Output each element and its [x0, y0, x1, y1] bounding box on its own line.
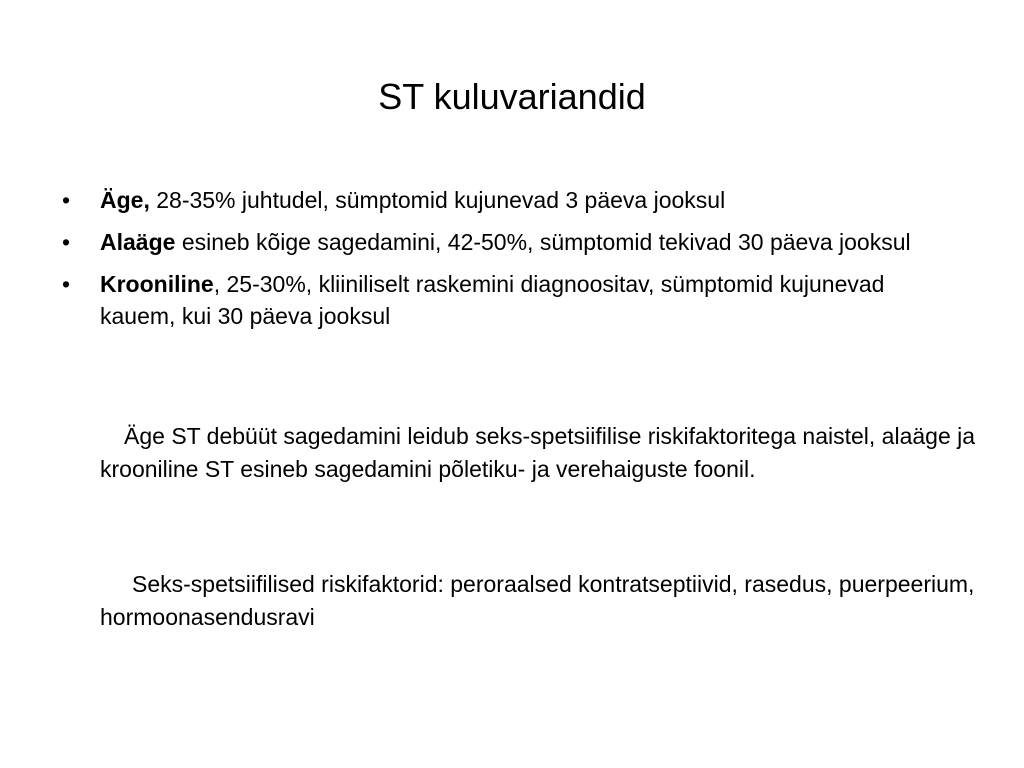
bullet-term: Alaäge — [100, 229, 176, 255]
bullet-term: Äge, — [100, 187, 150, 213]
bullet-dot-icon: • — [62, 229, 71, 255]
bullet-term: Krooniline — [100, 271, 214, 297]
slide-title: ST kuluvariandid — [378, 76, 646, 117]
bullet-text: 28-35% juhtudel, sümptomid kujunevad 3 päeva jooksul — [149, 187, 726, 213]
bullet-text: esineb kõige sagedamini, 42-50%, sümptomid tekivad 30 päeva jooksul — [175, 229, 911, 255]
bullet-dot-icon: • — [62, 187, 71, 213]
paragraph-debut: Äge ST debüüt sagedamini leidub seks-spetsiifilise riskifaktoritega naistel, alaäge ja krooniline ST esineb sagedamini põletiku- ja verehaiguste foonil. — [100, 423, 976, 482]
bullet-item-krooniline — [62, 268, 962, 332]
bullet-list — [62, 184, 962, 342]
bullet-item-alaage — [62, 226, 962, 258]
bullet-item-age — [62, 184, 962, 216]
bullet-dot-icon: • — [62, 271, 71, 297]
paragraph-risk-factors: Seks-spetsiifilised riskifaktorid: peroraalsed kontratseptiivid, rasedus, puerpeerium, hormoonasendusravi — [100, 571, 975, 630]
bullet-text: , 25-30%, kliiniliselt raskemini diagnoositav, sümptomid kujunevad kauem, kui 30 päeva jooksul — [100, 271, 885, 329]
